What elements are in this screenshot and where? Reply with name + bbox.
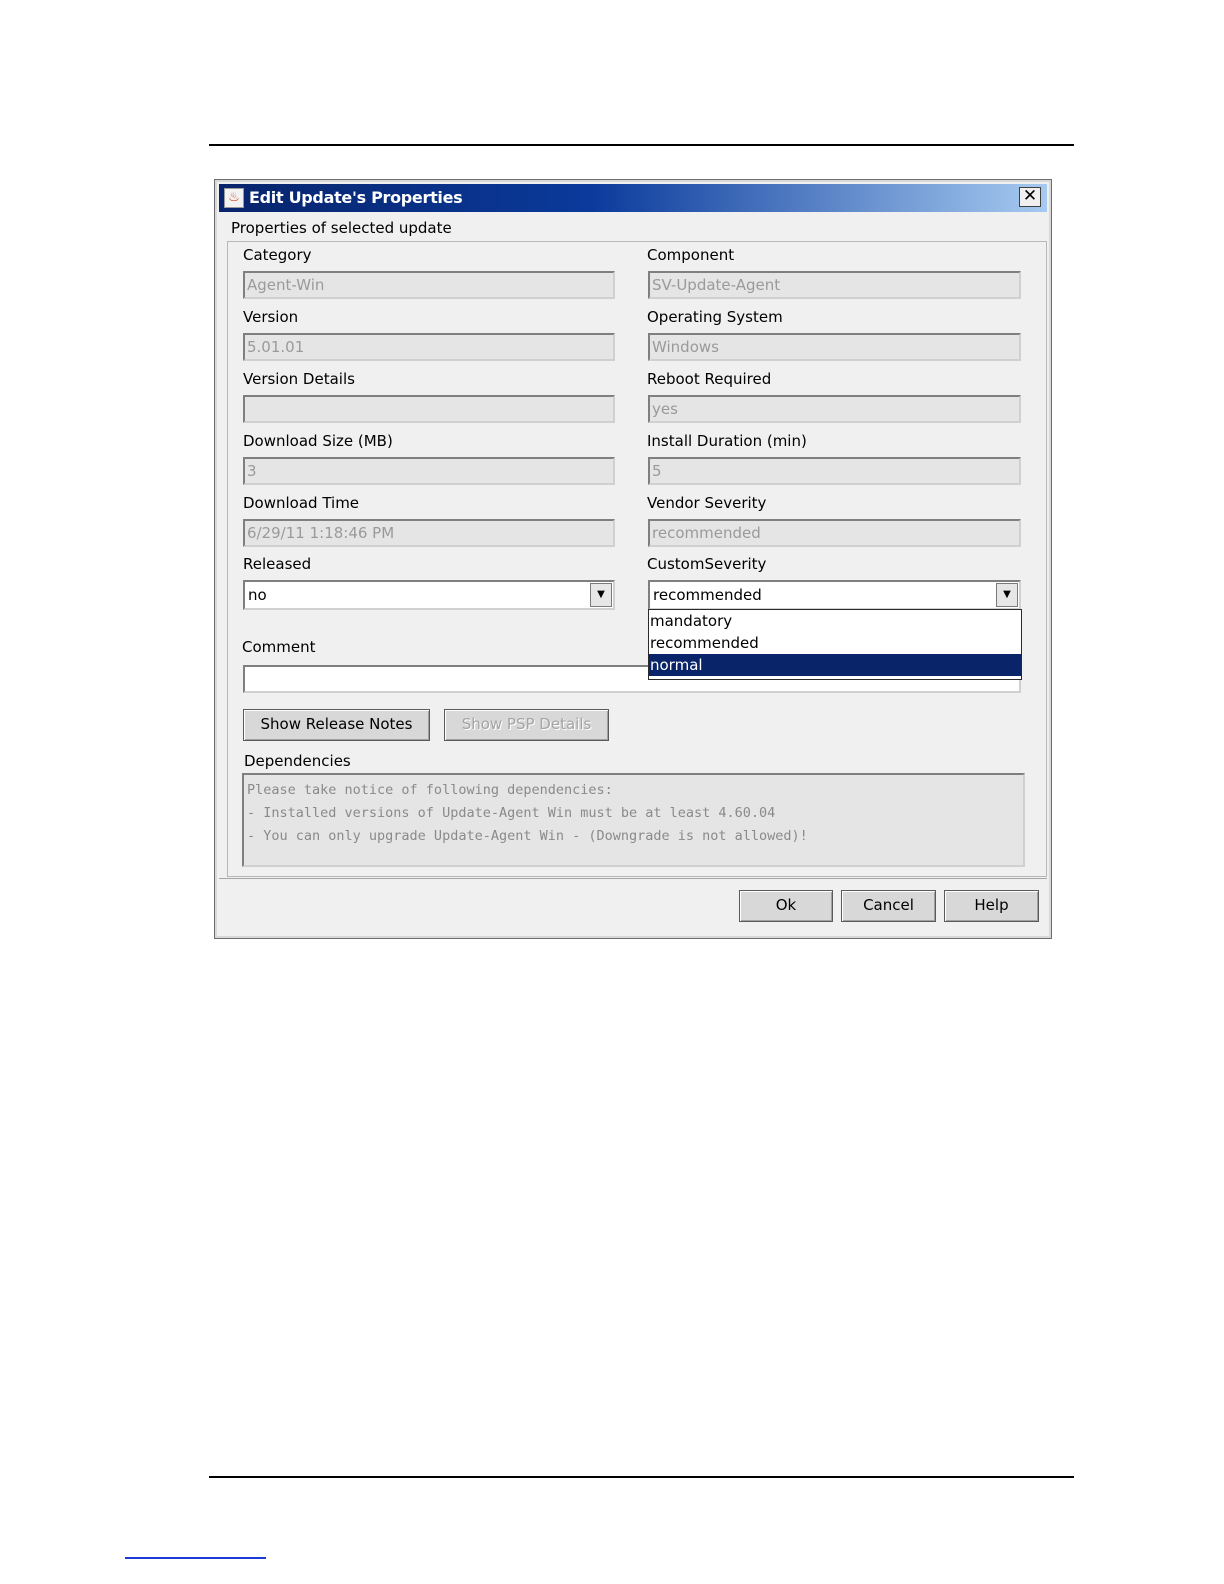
download-time-field[interactable]: 6/29/11 1:18:46 PM	[243, 519, 615, 547]
released-combo[interactable]	[243, 580, 615, 610]
version-label: Version	[243, 308, 299, 326]
custom-severity-dropdown-list	[648, 609, 1022, 680]
category-label: Category	[243, 246, 312, 264]
section-title: Properties of selected update	[231, 219, 452, 237]
footer-separator	[219, 878, 1047, 879]
category-field[interactable]: Agent-Win	[243, 271, 615, 299]
version-field[interactable]: 5.01.01	[243, 333, 615, 361]
custom-severity-combo[interactable]	[648, 580, 1021, 610]
dropdown-option-normal[interactable]: normal	[649, 654, 1021, 676]
download-size-field[interactable]: 3	[243, 457, 615, 485]
released-label: Released	[243, 555, 312, 573]
operating-system-label: Operating System	[647, 308, 783, 326]
close-button[interactable]: ✕	[1019, 187, 1041, 207]
page-footer-rule	[209, 1476, 1074, 1478]
chevron-down-icon[interactable]: ▼	[590, 583, 612, 607]
install-duration-field[interactable]: 5	[648, 457, 1021, 485]
cancel-button[interactable]: Cancel	[841, 890, 936, 922]
vendor-severity-field[interactable]: recommended	[648, 519, 1021, 547]
operating-system-field[interactable]: Windows	[648, 333, 1021, 361]
dialog-title: Edit Update's Properties	[249, 188, 463, 207]
download-time-label: Download Time	[243, 494, 360, 512]
released-value: no	[248, 586, 267, 604]
version-details-field[interactable]	[243, 395, 615, 423]
vendor-severity-label: Vendor Severity	[647, 494, 767, 512]
java-app-icon: ♨	[224, 188, 244, 208]
ok-button[interactable]: Ok	[739, 890, 833, 922]
dependencies-textarea[interactable]: Please take notice of following dependencies: - Installed versions of Update-Agent Win must be at least 4.60.04 - You can only upgrade Update-Agent Win - (Downgrade is not allowed)!	[242, 773, 1025, 867]
download-size-label: Download Size (MB)	[243, 432, 393, 450]
dropdown-option-recommended[interactable]: recommended	[650, 634, 759, 652]
reboot-required-label: Reboot Required	[647, 370, 772, 388]
version-details-label: Version Details	[243, 370, 355, 388]
custom-severity-label: CustomSeverity	[647, 555, 767, 573]
component-field[interactable]: SV-Update-Agent	[648, 271, 1021, 299]
chevron-down-icon[interactable]: ▼	[996, 583, 1018, 607]
dependencies-label: Dependencies	[244, 752, 351, 770]
comment-label: Comment	[242, 638, 316, 656]
page-header-rule	[209, 144, 1074, 146]
footnote-link-underline[interactable]	[125, 1557, 266, 1559]
custom-severity-value: recommended	[653, 586, 762, 604]
reboot-required-field[interactable]: yes	[648, 395, 1021, 423]
dialog-titlebar[interactable]	[219, 184, 1047, 212]
show-release-notes-button[interactable]: Show Release Notes	[243, 709, 430, 741]
edit-update-properties-dialog	[214, 179, 1052, 939]
install-duration-label: Install Duration (min)	[647, 432, 807, 450]
show-psp-details-button[interactable]: Show PSP Details	[444, 709, 609, 741]
help-button[interactable]: Help	[944, 890, 1039, 922]
component-label: Component	[647, 246, 735, 264]
dropdown-option-mandatory[interactable]: mandatory	[650, 612, 733, 630]
